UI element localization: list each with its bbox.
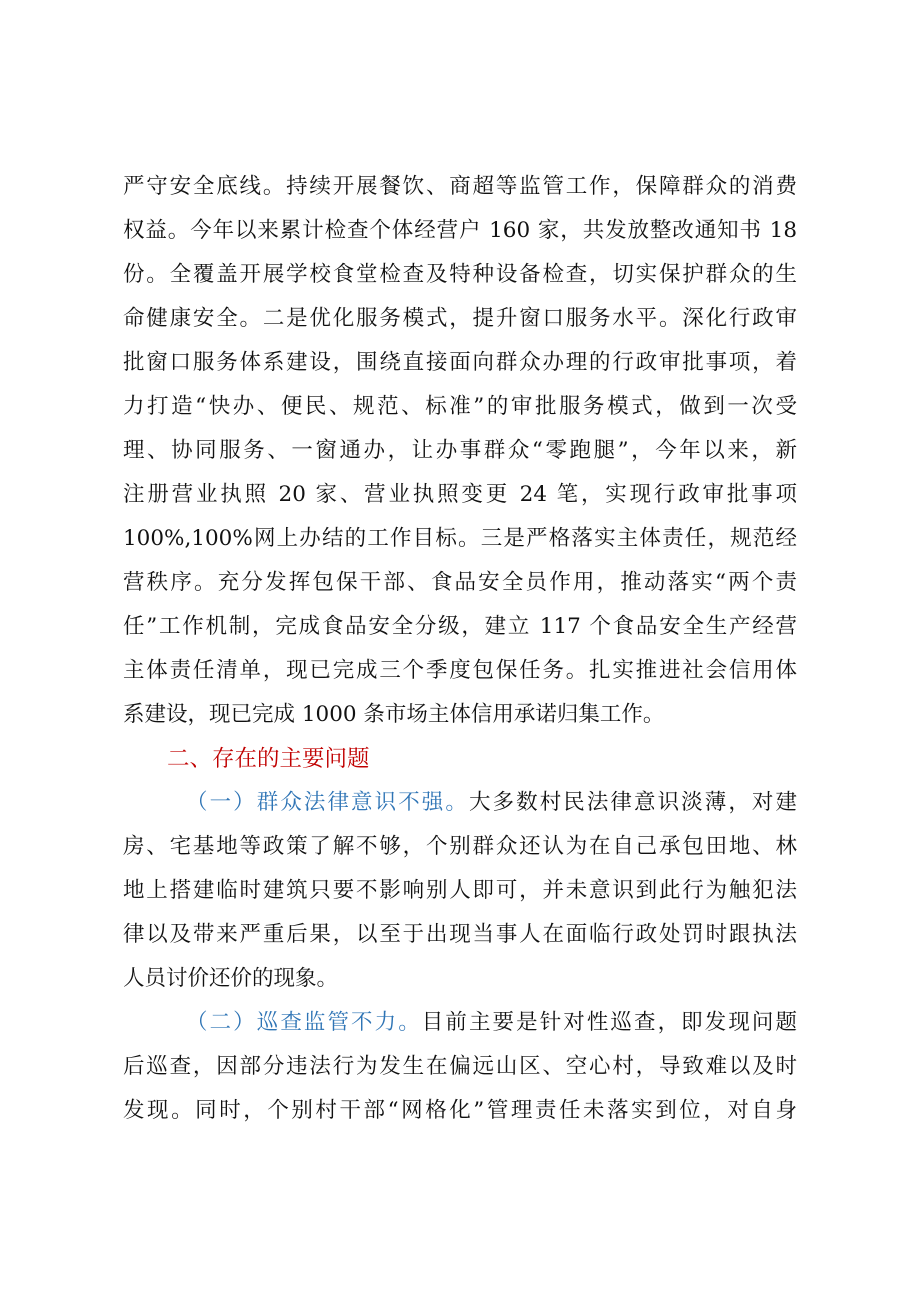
document-body	[123, 165, 797, 1133]
section-heading: 二、存在的主要问题	[167, 746, 370, 772]
paragraph-line: 份。全覆盖开展学校食堂检查及特种设备检查，切实保护群众的生	[123, 262, 797, 287]
issue-1-first-line	[123, 781, 797, 825]
issue-2-first-line	[123, 1001, 797, 1045]
paragraph-line: 房、宅基地等政策了解不够，个别群众还认为在自己承包田地、林	[123, 834, 797, 859]
issue-2-first-line-text: 目前主要是针对性巡查，即发现问题	[421, 1010, 797, 1035]
paragraph-line: 任”工作机制，完成食品安全分级，建立 117 个食品安全生产经营	[123, 614, 797, 639]
paragraph-line: 命健康安全。二是优化服务模式，提升窗口服务水平。深化行政审	[123, 306, 797, 331]
paragraph-line: 权益。今年以来累计检查个体经营户 160 家，共发放整改通知书 18	[123, 218, 797, 243]
paragraph-line: 人员讨价还价的现象。	[123, 966, 339, 991]
paragraph-line: 理、协同服务、一窗通办，让办事群众“零跑腿”，今年以来，新	[123, 438, 797, 463]
paragraph-line: 100%,100%网上办结的工作目标。三是严格落实主体责任，规范经	[123, 526, 797, 551]
paragraph-line: 发现。同时，个别村干部“网格化”管理责任未落实到位，对自身	[123, 1098, 797, 1123]
paragraph-line: 系建设，现已完成 1000 条市场主体信用承诺归集工作。	[123, 702, 665, 727]
paragraph-line: 力打造“快办、便民、规范、标准”的审批服务模式，做到一次受	[123, 394, 797, 419]
paragraph-line: 营秩序。充分发挥包保干部、食品安全员作用，推动落实“两个责	[123, 570, 797, 595]
paragraph-line: 主体责任清单，现已完成三个季度包保任务。扎实推进社会信用体	[123, 658, 797, 683]
paragraph-line: 律以及带来严重后果，以至于出现当事人在面临行政处罚时跟执法	[123, 922, 797, 947]
issue-2-title: （二）巡查监管不力。	[186, 1010, 422, 1035]
paragraph-line: 注册营业执照 20 家、营业执照变更 24 笔，实现行政审批事项	[123, 482, 797, 507]
issue-1-title: （一）群众法律意识不强。	[186, 790, 469, 815]
issue-1-first-line-text: 大多数村民法律意识淡薄，对建	[468, 790, 797, 815]
paragraph-line: 批窗口服务体系建设，围绕直接面向群众办理的行政审批事项，着	[123, 350, 797, 375]
paragraph-line: 后巡查，因部分违法行为发生在偏远山区、空心村，导致难以及时	[123, 1054, 797, 1079]
paragraph-line: 地上搭建临时建筑只要不影响别人即可，并未意识到此行为触犯法	[123, 878, 797, 903]
paragraph-line: 严守安全底线。持续开展餐饮、商超等监管工作，保障群众的消费	[123, 174, 797, 199]
